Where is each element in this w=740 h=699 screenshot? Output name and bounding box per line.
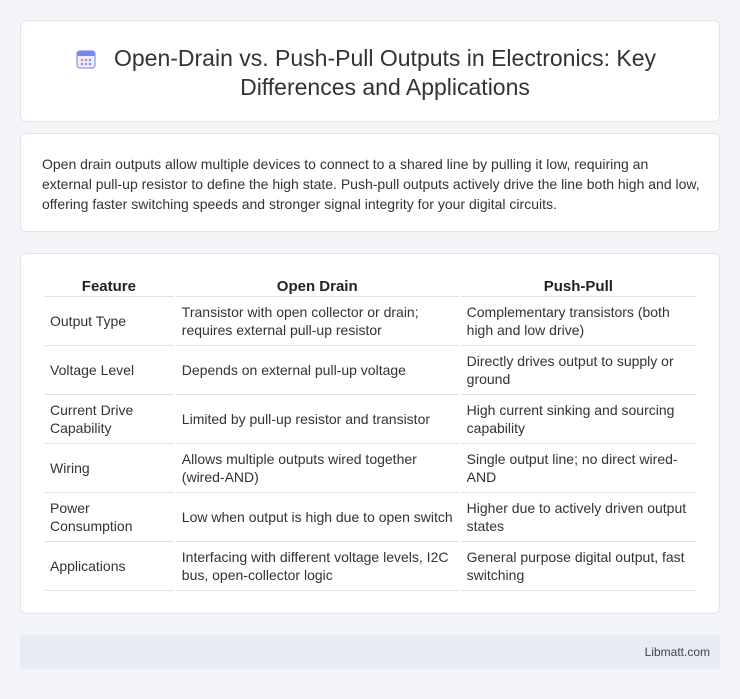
cell-push-pull: Single output line; no direct wired-AND bbox=[461, 444, 696, 493]
cell-open-drain: Interfacing with different voltage levels, I2C bus, open-collector logic bbox=[176, 542, 459, 591]
table-row bbox=[44, 346, 696, 395]
page-title: Open-Drain vs. Push-Pull Outputs in Electronics: Key Differences and Applications bbox=[113, 45, 656, 100]
cell-feature: Current Drive Capability bbox=[44, 395, 174, 444]
header-feature: Feature bbox=[44, 276, 174, 297]
table-header-row bbox=[44, 276, 696, 297]
cell-feature: Voltage Level bbox=[44, 346, 174, 395]
cell-open-drain: Transistor with open collector or drain; requires external pull-up resistor bbox=[176, 297, 459, 346]
table-card bbox=[20, 253, 720, 614]
table-row bbox=[44, 542, 696, 591]
cell-feature: Wiring bbox=[44, 444, 174, 493]
table-row bbox=[44, 395, 696, 444]
title-card bbox=[20, 20, 720, 122]
intro-card bbox=[20, 133, 720, 232]
cell-open-drain: Depends on external pull-up voltage bbox=[176, 346, 459, 395]
header-open-drain: Open Drain bbox=[176, 276, 459, 297]
cell-push-pull: High current sinking and sourcing capability bbox=[461, 395, 696, 444]
table-row bbox=[44, 444, 696, 493]
cell-feature: Output Type bbox=[44, 297, 174, 346]
cell-open-drain: Allows multiple outputs wired together (wired-AND) bbox=[176, 444, 459, 493]
table-row bbox=[44, 493, 696, 542]
comparison-table bbox=[42, 276, 698, 591]
footer bbox=[20, 635, 720, 669]
table-row bbox=[44, 297, 696, 346]
cell-feature: Applications bbox=[44, 542, 174, 591]
footer-source[interactable]: Libmatt.com bbox=[644, 645, 710, 659]
cell-push-pull: Higher due to actively driven output states bbox=[461, 493, 696, 542]
cell-push-pull: Directly drives output to supply or ground bbox=[461, 346, 696, 395]
header-push-pull: Push-Pull bbox=[461, 276, 696, 297]
cell-open-drain: Low when output is high due to open switch bbox=[176, 493, 459, 542]
cell-feature: Power Consumption bbox=[44, 493, 174, 542]
intro-paragraph: Open drain outputs allow multiple devices to connect to a shared line by pulling it low, requiring an external pull-up resistor to define the high state. Push-pull outputs actively drive the line both high and low, offering faster switching speeds and stronger signal integrity for your digital circuits. bbox=[42, 156, 700, 212]
cell-push-pull: General purpose digital output, fast switching bbox=[461, 542, 696, 591]
cell-push-pull: Complementary transistors (both high and low drive) bbox=[461, 297, 696, 346]
cell-open-drain: Limited by pull-up resistor and transistor bbox=[176, 395, 459, 444]
